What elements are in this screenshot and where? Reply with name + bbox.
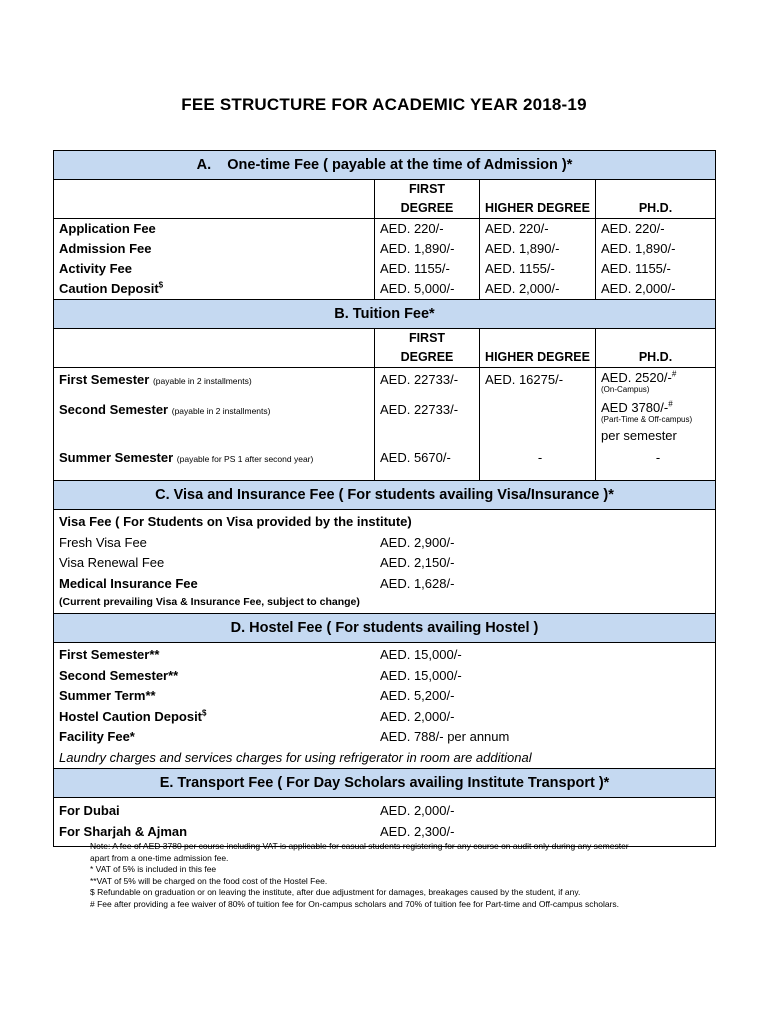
section-e-body: For Dubai AED. 2,000/- For Sharjah & Ajman AED. 2,300/- <box>59 803 455 839</box>
table-row: Admission Fee AED. 1,890/- AED. 1,890/- AED. 1,890/- <box>54 239 715 259</box>
footnote: * VAT of 5% is included in this fee <box>90 864 217 874</box>
section-b-header <box>54 329 715 368</box>
footnote: apart from a one-time admission fee. <box>90 852 229 863</box>
header-empty <box>54 180 374 219</box>
table-row: Application Fee AED. 220/- AED. 220/- AED. 220/- <box>54 219 715 239</box>
section-b-heading: B. Tuition Fee* <box>54 299 715 329</box>
section-c-heading: C. Visa and Insurance Fee ( For students availing Visa/Insurance )* <box>54 480 715 510</box>
tuition-body: First Semester (payable in 2 installments) Second Semester (payable in 2 installments) Summer Semester (payable for PS 1 after second year) AED. 22733/- AED. 22733/- AED. 5670/- AED. 16275/- - AED. 2520/-# (On-Campus) AED 3780/-# (Part-Time & Off-campus) per semester - <box>54 368 715 480</box>
footnote: Note: A fee of AED 3780 per course including VAT is applicable for casual students registering for any course on audit only during any semester <box>90 841 629 851</box>
section-c-body: Visa Fee ( For Students on Visa provided by the institute) Fresh Visa Fee AED. 2,900/- Visa Renewal Fee AED. 2,150/- Medical Insurance Fee AED. 1,628/- (Current prevailing Visa & Insurance Fee, subject to change) <box>59 514 455 608</box>
footnote: # Fee after providing a fee waiver of 80% of tuition fee for On-campus scholars and 70% of tuition fee for Part-time and Off-campus scholars. <box>90 898 619 909</box>
footnotes <box>90 841 730 910</box>
header-higher-degree: HIGHER DEGREE <box>479 180 595 219</box>
section-a-header <box>54 180 715 219</box>
table-row: Caution Deposit$ AED. 5,000/- AED. 2,000/- AED. 2,000/- <box>54 279 715 299</box>
header-first-degree: FIRST DEGREE <box>374 329 479 368</box>
footnote: $ Refundable on graduation or on leaving the institute, after due adjustment for damages, breakages caused by the student, if any. <box>90 887 581 897</box>
header-phd: PH.D. <box>595 180 715 219</box>
fee-table <box>53 150 716 847</box>
section-d-body: First Semester** AED. 15,000/- Second Semester** AED. 15,000/- Summer Term** AED. 5,200/- Hostel Caution Deposit$ AED. 2,000/- Facility Fee* AED. 788/- per annum Laundry charges and services charges for using refrigerator in room are additional <box>59 647 532 765</box>
header-first-degree: FIRST DEGREE <box>374 180 479 219</box>
header-higher-degree: HIGHER DEGREE <box>479 329 595 368</box>
page-title: FEE STRUCTURE FOR ACADEMIC YEAR 2018-19 <box>181 95 587 114</box>
header-phd: PH.D. <box>595 329 715 368</box>
section-e-heading: E. Transport Fee ( For Day Scholars availing Institute Transport )* <box>54 768 715 798</box>
footnote: **VAT of 5% will be charged on the food cost of the Hostel Fee. <box>90 875 328 886</box>
section-d-heading: D. Hostel Fee ( For students availing Hostel ) <box>54 613 715 643</box>
section-a-heading: A. One-time Fee ( payable at the time of Admission )* <box>54 151 715 180</box>
table-row: Activity Fee AED. 1155/- AED. 1155/- AED. 1155/- <box>54 259 715 279</box>
